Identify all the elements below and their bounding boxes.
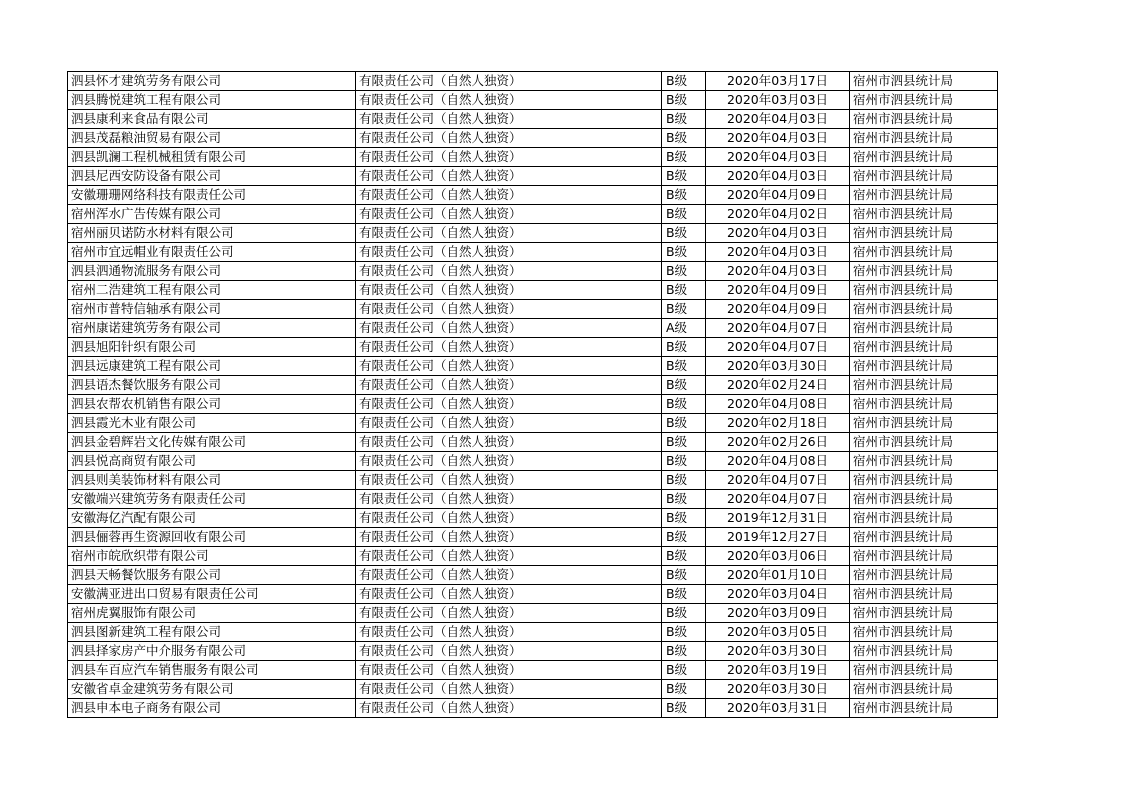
rating-date-cell: 2020年04月03日 bbox=[706, 262, 850, 281]
rating-date-cell: 2020年04月07日 bbox=[706, 319, 850, 338]
credit-grade-cell: B级 bbox=[662, 547, 706, 566]
rating-date-cell: 2020年03月17日 bbox=[706, 72, 850, 91]
issuing-authority-cell: 宿州市泗县统计局 bbox=[850, 357, 998, 376]
company-name-cell: 安徽满亚进出口贸易有限责任公司 bbox=[68, 585, 356, 604]
credit-grade-cell: B级 bbox=[662, 357, 706, 376]
table-row bbox=[68, 281, 998, 300]
company-name-cell: 泗县康利来食品有限公司 bbox=[68, 110, 356, 129]
table-row bbox=[68, 623, 998, 642]
company-name-cell: 泗县霞光木业有限公司 bbox=[68, 414, 356, 433]
company-type-cell: 有限责任公司（自然人独资） bbox=[356, 433, 662, 452]
credit-grade-cell: B级 bbox=[662, 566, 706, 585]
rating-date-cell: 2020年04月09日 bbox=[706, 281, 850, 300]
company-name-cell: 泗县远康建筑工程有限公司 bbox=[68, 357, 356, 376]
issuing-authority-cell: 宿州市泗县统计局 bbox=[850, 414, 998, 433]
rating-date-cell: 2020年03月05日 bbox=[706, 623, 850, 642]
rating-date-cell: 2020年04月03日 bbox=[706, 167, 850, 186]
company-name-cell: 泗县旭阳针织有限公司 bbox=[68, 338, 356, 357]
company-name-cell: 泗县腾悦建筑工程有限公司 bbox=[68, 91, 356, 110]
issuing-authority-cell: 宿州市泗县统计局 bbox=[850, 395, 998, 414]
issuing-authority-cell: 宿州市泗县统计局 bbox=[850, 319, 998, 338]
rating-date-cell: 2020年04月08日 bbox=[706, 395, 850, 414]
credit-grade-cell: B级 bbox=[662, 129, 706, 148]
table-row bbox=[68, 300, 998, 319]
table-row bbox=[68, 528, 998, 547]
company-name-cell: 泗县金碧辉岩文化传媒有限公司 bbox=[68, 433, 356, 452]
credit-grade-cell: B级 bbox=[662, 509, 706, 528]
company-name-cell: 宿州虎翼服饰有限公司 bbox=[68, 604, 356, 623]
credit-grade-cell: B级 bbox=[662, 376, 706, 395]
credit-grade-cell: B级 bbox=[662, 414, 706, 433]
credit-grade-cell: B级 bbox=[662, 623, 706, 642]
company-type-cell: 有限责任公司（自然人独资） bbox=[356, 167, 662, 186]
credit-grade-cell: B级 bbox=[662, 243, 706, 262]
company-type-cell: 有限责任公司（自然人独资） bbox=[356, 490, 662, 509]
company-name-cell: 泗县语杰餐饮服务有限公司 bbox=[68, 376, 356, 395]
credit-grade-cell: B级 bbox=[662, 452, 706, 471]
company-type-cell: 有限责任公司（自然人独资） bbox=[356, 357, 662, 376]
credit-grade-cell: B级 bbox=[662, 148, 706, 167]
company-name-cell: 泗县择家房产中介服务有限公司 bbox=[68, 642, 356, 661]
company-name-cell: 安徽省卓金建筑劳务有限公司 bbox=[68, 680, 356, 699]
company-type-cell: 有限责任公司（自然人独资） bbox=[356, 224, 662, 243]
company-name-cell: 泗县天畅餐饮服务有限公司 bbox=[68, 566, 356, 585]
company-type-cell: 有限责任公司（自然人独资） bbox=[356, 661, 662, 680]
credit-grade-cell: B级 bbox=[662, 642, 706, 661]
table-row bbox=[68, 699, 998, 718]
company-name-cell: 泗县凯澜工程机械租赁有限公司 bbox=[68, 148, 356, 167]
rating-date-cell: 2020年03月09日 bbox=[706, 604, 850, 623]
issuing-authority-cell: 宿州市泗县统计局 bbox=[850, 110, 998, 129]
company-type-cell: 有限责任公司（自然人独资） bbox=[356, 148, 662, 167]
company-type-cell: 有限责任公司（自然人独资） bbox=[356, 452, 662, 471]
company-type-cell: 有限责任公司（自然人独资） bbox=[356, 642, 662, 661]
company-name-cell: 泗县图新建筑工程有限公司 bbox=[68, 623, 356, 642]
credit-grade-cell: B级 bbox=[662, 528, 706, 547]
rating-date-cell: 2020年04月09日 bbox=[706, 186, 850, 205]
company-type-cell: 有限责任公司（自然人独资） bbox=[356, 547, 662, 566]
company-type-cell: 有限责任公司（自然人独资） bbox=[356, 129, 662, 148]
company-type-cell: 有限责任公司（自然人独资） bbox=[356, 623, 662, 642]
company-name-cell: 泗县泗通物流服务有限公司 bbox=[68, 262, 356, 281]
credit-grade-cell: B级 bbox=[662, 186, 706, 205]
rating-date-cell: 2020年04月08日 bbox=[706, 452, 850, 471]
rating-date-cell: 2020年03月31日 bbox=[706, 699, 850, 718]
credit-grade-cell: B级 bbox=[662, 110, 706, 129]
issuing-authority-cell: 宿州市泗县统计局 bbox=[850, 186, 998, 205]
table-row bbox=[68, 338, 998, 357]
rating-date-cell: 2020年04月03日 bbox=[706, 243, 850, 262]
company-type-cell: 有限责任公司（自然人独资） bbox=[356, 471, 662, 490]
credit-grade-cell: B级 bbox=[662, 91, 706, 110]
credit-grade-cell: B级 bbox=[662, 395, 706, 414]
rating-date-cell: 2020年04月07日 bbox=[706, 490, 850, 509]
table-row bbox=[68, 509, 998, 528]
company-name-cell: 泗县申本电子商务有限公司 bbox=[68, 699, 356, 718]
company-type-cell: 有限责任公司（自然人独资） bbox=[356, 205, 662, 224]
credit-grade-cell: A级 bbox=[662, 319, 706, 338]
table-row bbox=[68, 414, 998, 433]
issuing-authority-cell: 宿州市泗县统计局 bbox=[850, 281, 998, 300]
credit-grade-cell: B级 bbox=[662, 72, 706, 91]
table-row bbox=[68, 262, 998, 281]
company-name-cell: 安徽端兴建筑劳务有限责任公司 bbox=[68, 490, 356, 509]
records-table bbox=[67, 71, 998, 718]
issuing-authority-cell: 宿州市泗县统计局 bbox=[850, 72, 998, 91]
company-type-cell: 有限责任公司（自然人独资） bbox=[356, 414, 662, 433]
company-type-cell: 有限责任公司（自然人独资） bbox=[356, 604, 662, 623]
table-row bbox=[68, 148, 998, 167]
company-name-cell: 泗县农帮农机销售有限公司 bbox=[68, 395, 356, 414]
issuing-authority-cell: 宿州市泗县统计局 bbox=[850, 262, 998, 281]
credit-grade-cell: B级 bbox=[662, 205, 706, 224]
company-type-cell: 有限责任公司（自然人独资） bbox=[356, 72, 662, 91]
company-name-cell: 宿州市皖欣织带有限公司 bbox=[68, 547, 356, 566]
issuing-authority-cell: 宿州市泗县统计局 bbox=[850, 509, 998, 528]
issuing-authority-cell: 宿州市泗县统计局 bbox=[850, 167, 998, 186]
rating-date-cell: 2020年04月09日 bbox=[706, 300, 850, 319]
rating-date-cell: 2020年02月24日 bbox=[706, 376, 850, 395]
issuing-authority-cell: 宿州市泗县统计局 bbox=[850, 376, 998, 395]
table-row bbox=[68, 91, 998, 110]
rating-date-cell: 2020年03月30日 bbox=[706, 642, 850, 661]
issuing-authority-cell: 宿州市泗县统计局 bbox=[850, 623, 998, 642]
issuing-authority-cell: 宿州市泗县统计局 bbox=[850, 148, 998, 167]
issuing-authority-cell: 宿州市泗县统计局 bbox=[850, 661, 998, 680]
issuing-authority-cell: 宿州市泗县统计局 bbox=[850, 205, 998, 224]
rating-date-cell: 2019年12月27日 bbox=[706, 528, 850, 547]
company-type-cell: 有限责任公司（自然人独资） bbox=[356, 300, 662, 319]
rating-date-cell: 2020年04月07日 bbox=[706, 471, 850, 490]
company-type-cell: 有限责任公司（自然人独资） bbox=[356, 91, 662, 110]
company-name-cell: 泗县茂磊粮油贸易有限公司 bbox=[68, 129, 356, 148]
company-type-cell: 有限责任公司（自然人独资） bbox=[356, 699, 662, 718]
credit-grade-cell: B级 bbox=[662, 604, 706, 623]
issuing-authority-cell: 宿州市泗县统计局 bbox=[850, 224, 998, 243]
table-row bbox=[68, 433, 998, 452]
table-row bbox=[68, 547, 998, 566]
table-row bbox=[68, 661, 998, 680]
issuing-authority-cell: 宿州市泗县统计局 bbox=[850, 547, 998, 566]
issuing-authority-cell: 宿州市泗县统计局 bbox=[850, 585, 998, 604]
company-type-cell: 有限责任公司（自然人独资） bbox=[356, 528, 662, 547]
table-row bbox=[68, 243, 998, 262]
table-row bbox=[68, 376, 998, 395]
table-row bbox=[68, 224, 998, 243]
company-type-cell: 有限责任公司（自然人独资） bbox=[356, 262, 662, 281]
company-name-cell: 泗县怀才建筑劳务有限公司 bbox=[68, 72, 356, 91]
table-row bbox=[68, 452, 998, 471]
issuing-authority-cell: 宿州市泗县统计局 bbox=[850, 471, 998, 490]
rating-date-cell: 2020年04月07日 bbox=[706, 338, 850, 357]
table-row bbox=[68, 490, 998, 509]
table-row bbox=[68, 186, 998, 205]
company-type-cell: 有限责任公司（自然人独资） bbox=[356, 110, 662, 129]
credit-grade-cell: B级 bbox=[662, 167, 706, 186]
company-name-cell: 宿州二浩建筑工程有限公司 bbox=[68, 281, 356, 300]
company-name-cell: 宿州浑水广告传媒有限公司 bbox=[68, 205, 356, 224]
company-type-cell: 有限责任公司（自然人独资） bbox=[356, 186, 662, 205]
credit-grade-cell: B级 bbox=[662, 680, 706, 699]
table-row bbox=[68, 319, 998, 338]
credit-grade-cell: B级 bbox=[662, 300, 706, 319]
credit-grade-cell: B级 bbox=[662, 224, 706, 243]
company-name-cell: 宿州丽贝诺防水材料有限公司 bbox=[68, 224, 356, 243]
company-type-cell: 有限责任公司（自然人独资） bbox=[356, 680, 662, 699]
table-row bbox=[68, 585, 998, 604]
issuing-authority-cell: 宿州市泗县统计局 bbox=[850, 433, 998, 452]
table-row bbox=[68, 205, 998, 224]
rating-date-cell: 2020年04月03日 bbox=[706, 224, 850, 243]
company-type-cell: 有限责任公司（自然人独资） bbox=[356, 585, 662, 604]
rating-date-cell: 2020年03月30日 bbox=[706, 357, 850, 376]
company-name-cell: 泗县悦高商贸有限公司 bbox=[68, 452, 356, 471]
table-row bbox=[68, 167, 998, 186]
issuing-authority-cell: 宿州市泗县统计局 bbox=[850, 642, 998, 661]
credit-grade-cell: B级 bbox=[662, 281, 706, 300]
rating-date-cell: 2020年04月03日 bbox=[706, 110, 850, 129]
credit-grade-cell: B级 bbox=[662, 433, 706, 452]
table-row bbox=[68, 72, 998, 91]
issuing-authority-cell: 宿州市泗县统计局 bbox=[850, 490, 998, 509]
issuing-authority-cell: 宿州市泗县统计局 bbox=[850, 129, 998, 148]
table-row bbox=[68, 642, 998, 661]
company-name-cell: 宿州康诺建筑劳务有限公司 bbox=[68, 319, 356, 338]
table-row bbox=[68, 395, 998, 414]
company-name-cell: 安徽珊珊网络科技有限责任公司 bbox=[68, 186, 356, 205]
company-type-cell: 有限责任公司（自然人独资） bbox=[356, 319, 662, 338]
issuing-authority-cell: 宿州市泗县统计局 bbox=[850, 566, 998, 585]
company-type-cell: 有限责任公司（自然人独资） bbox=[356, 509, 662, 528]
table-row bbox=[68, 110, 998, 129]
issuing-authority-cell: 宿州市泗县统计局 bbox=[850, 528, 998, 547]
credit-grade-cell: B级 bbox=[662, 471, 706, 490]
rating-date-cell: 2020年03月03日 bbox=[706, 91, 850, 110]
rating-date-cell: 2020年03月19日 bbox=[706, 661, 850, 680]
table-row bbox=[68, 129, 998, 148]
records-body bbox=[68, 72, 998, 718]
company-type-cell: 有限责任公司（自然人独资） bbox=[356, 338, 662, 357]
rating-date-cell: 2019年12月31日 bbox=[706, 509, 850, 528]
company-name-cell: 泗县车百应汽车销售服务有限公司 bbox=[68, 661, 356, 680]
credit-grade-cell: B级 bbox=[662, 262, 706, 281]
company-name-cell: 宿州市宜远帽业有限责任公司 bbox=[68, 243, 356, 262]
company-name-cell: 宿州市普特信轴承有限公司 bbox=[68, 300, 356, 319]
company-type-cell: 有限责任公司（自然人独资） bbox=[356, 566, 662, 585]
credit-grade-cell: B级 bbox=[662, 661, 706, 680]
issuing-authority-cell: 宿州市泗县统计局 bbox=[850, 699, 998, 718]
company-type-cell: 有限责任公司（自然人独资） bbox=[356, 281, 662, 300]
rating-date-cell: 2020年04月02日 bbox=[706, 205, 850, 224]
issuing-authority-cell: 宿州市泗县统计局 bbox=[850, 680, 998, 699]
issuing-authority-cell: 宿州市泗县统计局 bbox=[850, 243, 998, 262]
table-row bbox=[68, 566, 998, 585]
table-row bbox=[68, 604, 998, 623]
rating-date-cell: 2020年04月03日 bbox=[706, 148, 850, 167]
rating-date-cell: 2020年03月06日 bbox=[706, 547, 850, 566]
rating-date-cell: 2020年01月10日 bbox=[706, 566, 850, 585]
company-type-cell: 有限责任公司（自然人独资） bbox=[356, 376, 662, 395]
credit-grade-cell: B级 bbox=[662, 338, 706, 357]
issuing-authority-cell: 宿州市泗县统计局 bbox=[850, 91, 998, 110]
issuing-authority-cell: 宿州市泗县统计局 bbox=[850, 300, 998, 319]
issuing-authority-cell: 宿州市泗县统计局 bbox=[850, 604, 998, 623]
issuing-authority-cell: 宿州市泗县统计局 bbox=[850, 452, 998, 471]
credit-grade-cell: B级 bbox=[662, 490, 706, 509]
table-row bbox=[68, 357, 998, 376]
rating-date-cell: 2020年02月18日 bbox=[706, 414, 850, 433]
company-name-cell: 泗县俪蓉再生资源回收有限公司 bbox=[68, 528, 356, 547]
credit-grade-cell: B级 bbox=[662, 585, 706, 604]
company-name-cell: 泗县尼西安防设备有限公司 bbox=[68, 167, 356, 186]
company-type-cell: 有限责任公司（自然人独资） bbox=[356, 243, 662, 262]
credit-grade-cell: B级 bbox=[662, 699, 706, 718]
table-row bbox=[68, 471, 998, 490]
issuing-authority-cell: 宿州市泗县统计局 bbox=[850, 338, 998, 357]
rating-date-cell: 2020年03月30日 bbox=[706, 680, 850, 699]
company-name-cell: 安徽海亿汽配有限公司 bbox=[68, 509, 356, 528]
company-type-cell: 有限责任公司（自然人独资） bbox=[356, 395, 662, 414]
rating-date-cell: 2020年04月03日 bbox=[706, 129, 850, 148]
company-name-cell: 泗县则美装饰材料有限公司 bbox=[68, 471, 356, 490]
table-row bbox=[68, 680, 998, 699]
rating-date-cell: 2020年02月26日 bbox=[706, 433, 850, 452]
rating-date-cell: 2020年03月04日 bbox=[706, 585, 850, 604]
